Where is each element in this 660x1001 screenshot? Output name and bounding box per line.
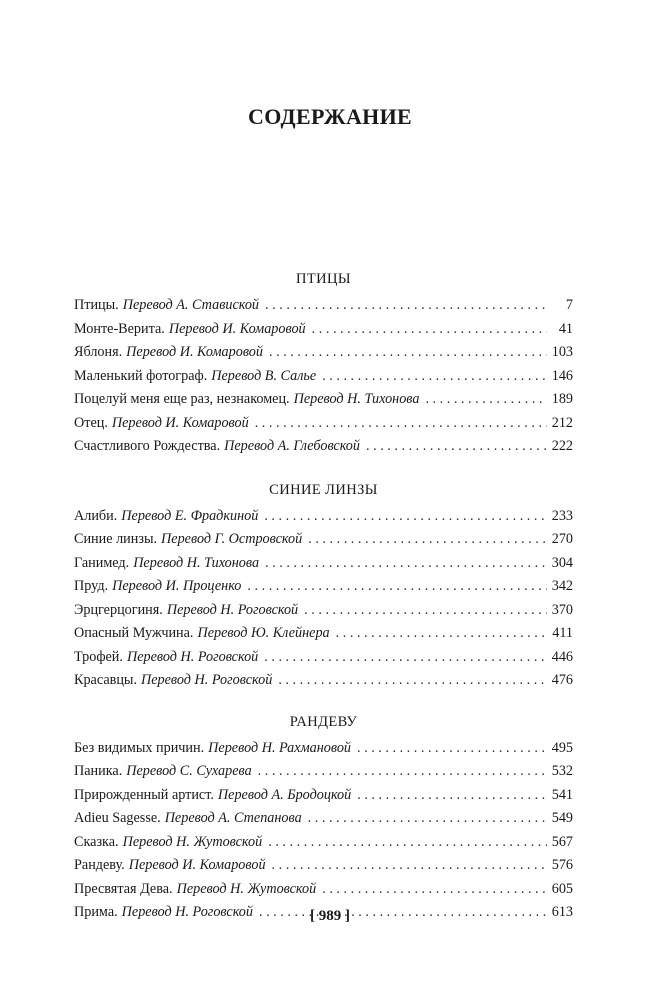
page-number: [ 989 ]: [310, 908, 350, 924]
entry-translator: Перевод И. Комаровой: [126, 344, 263, 360]
entry-title: Опасный Мужчина.: [74, 625, 194, 641]
dot-leader: [308, 528, 547, 552]
entry-translator: Перевод А. Ставиской: [122, 297, 260, 313]
entry-page-number: 476: [551, 672, 573, 688]
entry-title: Счастливого Рождества.: [74, 438, 221, 454]
dot-leader: [308, 807, 547, 831]
entry-title: Синие линзы.: [74, 531, 158, 547]
dot-leader: [357, 737, 547, 761]
dot-leader: [247, 575, 547, 599]
entry-translator: Перевод И. Комаровой: [128, 857, 266, 873]
section-entries: [74, 294, 573, 459]
entry-page-number: 495: [551, 739, 573, 756]
entry-page-number: 270: [551, 531, 573, 547]
entry-page-number: 212: [551, 414, 573, 431]
dot-leader: [272, 854, 547, 878]
toc-entry[interactable]: [74, 341, 573, 365]
entry-page-number: 411: [552, 625, 573, 641]
entry-title: Пруд.: [74, 578, 109, 594]
entry-translator: Перевод Ю. Клейнера: [197, 625, 330, 641]
toc-entry[interactable]: [74, 854, 573, 878]
dot-leader: [366, 435, 547, 459]
entry-translator: Перевод В. Салье: [211, 367, 317, 384]
entry-page-number: 233: [551, 507, 573, 524]
entry-page-number: 541: [551, 786, 573, 803]
entry-title: Яблоня.: [74, 344, 123, 360]
section-randevu: [74, 711, 573, 925]
entry-page-number: 532: [551, 763, 573, 779]
entry-translator: Перевод И. Комаровой: [111, 414, 249, 431]
dot-leader: [255, 412, 547, 436]
dot-leader: [264, 646, 547, 670]
toc-entry[interactable]: [74, 646, 573, 670]
toc-entry[interactable]: [74, 435, 573, 459]
section-entries: [74, 505, 573, 693]
entry-translator: Перевод Н. Жутовской: [122, 833, 263, 850]
entry-title: Птицы.: [74, 297, 119, 313]
toc-entry[interactable]: [74, 365, 573, 389]
entry-page-number: 576: [551, 857, 573, 873]
entry-page-number: 370: [551, 601, 573, 618]
dot-leader: [278, 669, 547, 693]
entry-title: Маленький фотограф.: [74, 367, 208, 384]
entry-page-number: 549: [551, 810, 573, 826]
dot-leader: [336, 622, 547, 646]
page-title: СОДЕРЖАНИЕ: [248, 104, 412, 129]
section-title: СИНИЕ ЛИНЗЫ: [269, 481, 378, 498]
dot-leader: [265, 294, 547, 318]
dot-leader: [312, 318, 547, 342]
entry-title: Алиби.: [74, 507, 118, 524]
entry-title: Ганимед.: [74, 554, 130, 571]
table-of-contents: [74, 268, 573, 925]
entry-title: Сказка.: [74, 833, 119, 850]
entry-translator: Перевод Н. Жутовской: [176, 880, 317, 897]
entry-translator: Перевод А. Глебовской: [224, 438, 360, 454]
toc-entry[interactable]: [74, 599, 573, 623]
entry-page-number: 446: [551, 648, 573, 665]
entry-page-number: 613: [551, 904, 573, 920]
dot-leader: [304, 599, 547, 623]
toc-entry[interactable]: [74, 831, 573, 855]
entry-translator: Перевод А. Степанова: [164, 810, 302, 826]
entry-title: Монте-Верита.: [74, 320, 165, 337]
toc-entry[interactable]: [74, 807, 573, 831]
toc-entry[interactable]: [74, 622, 573, 646]
entry-page-number: 103: [551, 344, 573, 360]
entry-translator: Перевод Н. Роговской: [141, 672, 273, 688]
entry-page-number: 222: [551, 438, 573, 454]
entry-translator: Перевод Н. Рахмановой: [208, 739, 352, 756]
dot-leader: [265, 552, 547, 576]
entry-translator: Перевод Г. Островской: [161, 531, 303, 547]
toc-entry[interactable]: [74, 878, 573, 902]
entry-translator: Перевод И. Комаровой: [168, 320, 306, 337]
entry-title: Рандеву.: [74, 857, 125, 873]
dot-leader: [264, 505, 547, 529]
entry-title: Красавцы.: [74, 672, 137, 688]
entry-page-number: 342: [551, 578, 573, 594]
entry-translator: Перевод Н. Тихонова: [133, 554, 260, 571]
entry-page-number: 567: [551, 833, 573, 850]
dot-leader: [268, 831, 547, 855]
section-title: ПТИЦЫ: [296, 271, 351, 287]
dot-leader: [258, 760, 547, 784]
toc-entry[interactable]: [74, 528, 573, 552]
entry-page-number: 304: [551, 554, 573, 571]
toc-entry[interactable]: [74, 552, 573, 576]
entry-translator: Перевод С. Сухарева: [126, 763, 252, 779]
entry-title: Прима.: [74, 904, 118, 920]
toc-entry[interactable]: [74, 575, 573, 599]
toc-entry[interactable]: [74, 412, 573, 436]
entry-translator: Перевод Н. Тихонова: [293, 391, 420, 407]
entry-page-number: 189: [551, 391, 573, 407]
toc-entry[interactable]: [74, 505, 573, 529]
entry-page-number: 605: [551, 880, 573, 897]
entry-translator: Перевод А. Бродоцкой: [217, 786, 352, 803]
dot-leader: [269, 341, 547, 365]
section-ptitsy: [74, 268, 573, 459]
entry-title: Прирожденный артист.: [74, 786, 214, 803]
entry-title: Эрцгерцогиня.: [74, 601, 163, 618]
entry-title: Пресвятая Дева.: [74, 880, 173, 897]
entry-translator: Перевод И. Проценко: [112, 578, 242, 594]
toc-entry[interactable]: [74, 318, 573, 342]
toc-entry[interactable]: [74, 388, 573, 412]
toc-entry[interactable]: [74, 669, 573, 693]
section-entries: [74, 737, 573, 925]
section-title: РАНДЕВУ: [289, 713, 358, 730]
dot-leader: [357, 784, 547, 808]
toc-entry[interactable]: [74, 737, 573, 761]
entry-translator: Перевод Н. Роговской: [126, 648, 259, 665]
section-sinie-linzy: [74, 479, 573, 693]
entry-title: Без видимых причин.: [74, 739, 205, 756]
dot-leader: [425, 388, 547, 412]
entry-title: Отец.: [74, 414, 108, 431]
entry-title: Паника.: [74, 763, 123, 779]
entry-page-number: 7: [565, 297, 573, 313]
entry-title: Adieu Sagesse.: [74, 810, 161, 826]
dot-leader: [322, 365, 547, 389]
dot-leader: [322, 878, 547, 902]
toc-entry[interactable]: [74, 760, 573, 784]
entry-page-number: 41: [558, 320, 573, 337]
entry-title: Поцелуй меня еще раз, незнакомец.: [74, 391, 290, 407]
entry-title: Трофей.: [74, 648, 123, 665]
entry-translator: Перевод Н. Роговской: [121, 904, 253, 920]
entry-translator: Перевод Н. Роговской: [166, 601, 299, 618]
toc-entry[interactable]: [74, 294, 573, 318]
entry-page-number: 146: [551, 367, 573, 384]
entry-translator: Перевод Е. Фрадкиной: [121, 507, 259, 524]
toc-entry[interactable]: [74, 784, 573, 808]
